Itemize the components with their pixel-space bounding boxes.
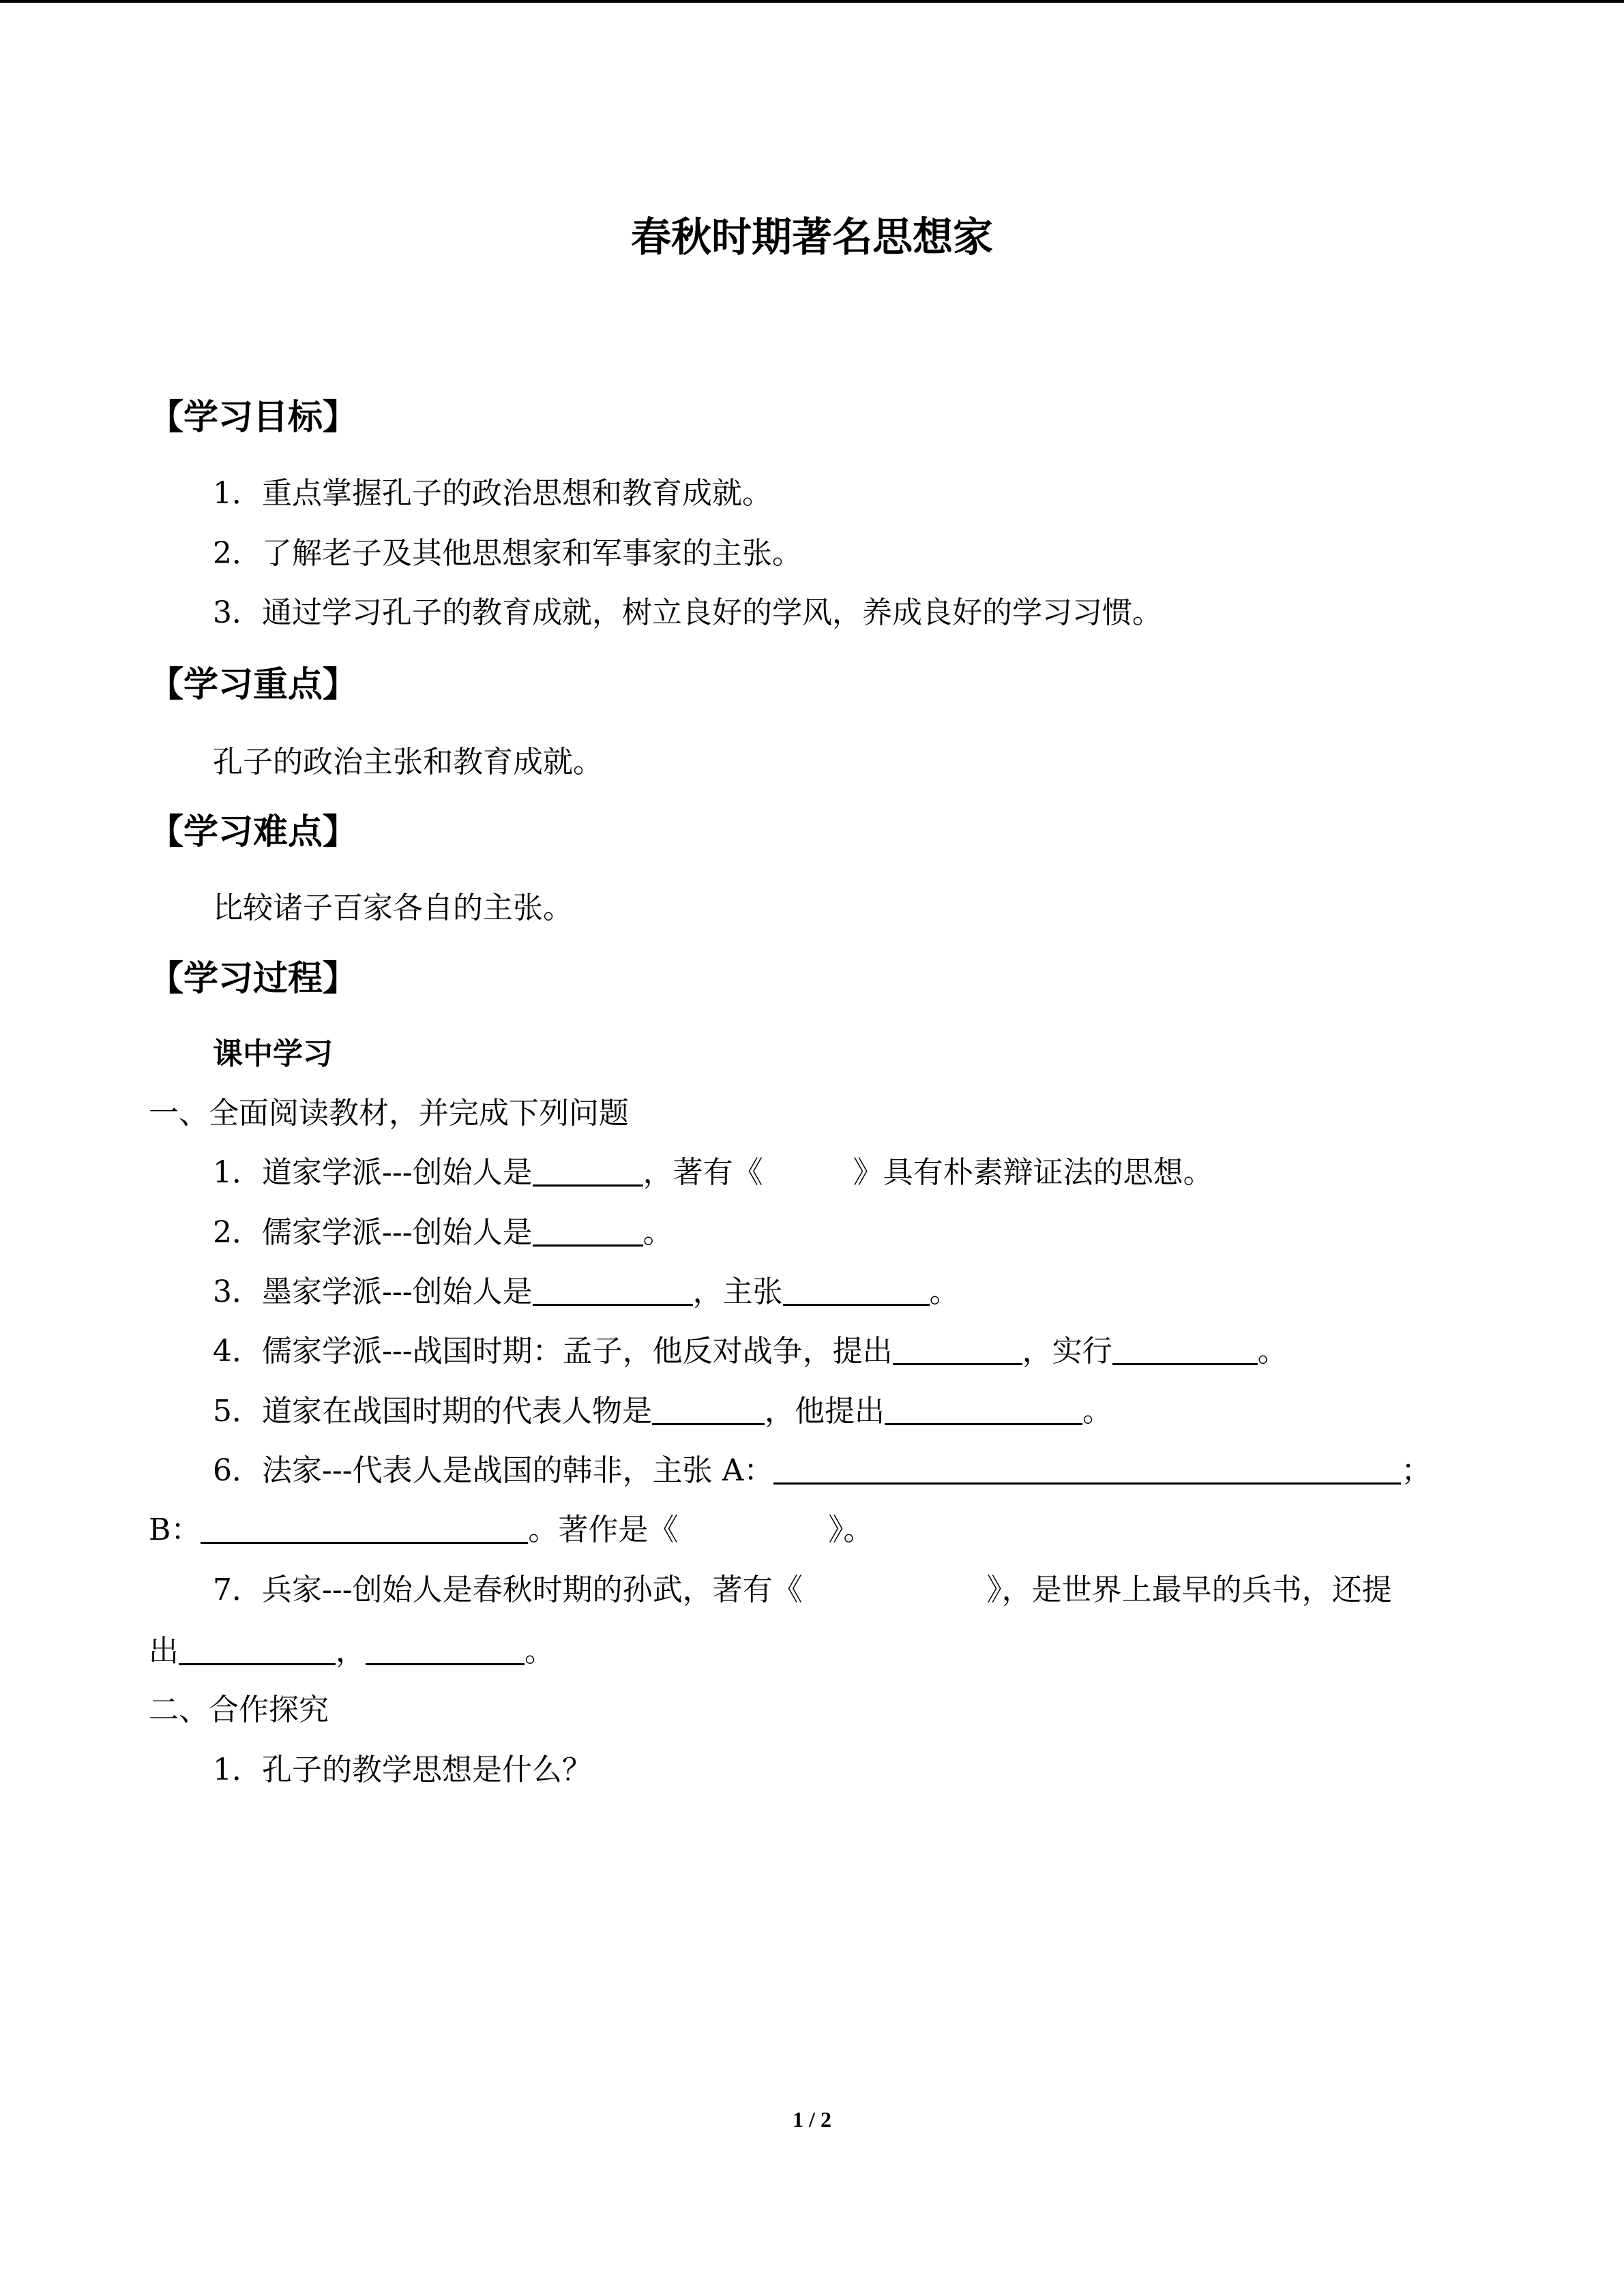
- answer-blank[interactable]: [533, 1217, 643, 1247]
- section-heading-goals: 【学习目标】: [149, 398, 358, 438]
- question-3: 3．墨家学派---创始人是 ，主张 。: [213, 1274, 960, 1309]
- question-7: 7．兵家---创始人是春秋时期的孙武，著有《 》，是世界上最早的兵书，还提: [213, 1572, 1392, 1607]
- question-6: 6．法家---代表人是战国的韩非，主张 A： ；: [213, 1453, 1432, 1488]
- question-1: 1．道家学派---创始人是 ，著有《 》具有朴素辩证法的思想。: [213, 1155, 1213, 1190]
- goal-item-3: 3．通过学习孔子的教育成就，树立良好的学风，养成良好的学习习惯。: [213, 595, 1162, 630]
- key-text: 孔子的政治主张和教育成就。: [213, 745, 603, 779]
- subheading-in-class: 课中学习: [213, 1037, 333, 1071]
- question-6-continued: B： 。著作是《 》。: [149, 1512, 874, 1547]
- section-heading-process: 【学习过程】: [149, 959, 358, 999]
- part2-title: 二、合作探究: [149, 1693, 329, 1727]
- answer-blank[interactable]: [773, 1455, 1401, 1485]
- top-border: [0, 0, 1624, 3]
- section-heading-difficulty: 【学习难点】: [149, 812, 358, 852]
- answer-blank[interactable]: [533, 1277, 693, 1306]
- answer-blank[interactable]: [1112, 1336, 1258, 1365]
- question-4: 4．儒家学派---战国时期：孟子，他反对战争，提出 ，实行 。: [213, 1334, 1288, 1369]
- page-title: 春秋时期著名思想家: [630, 213, 993, 260]
- question-2: 2．儒家学派---创始人是 。: [213, 1215, 673, 1250]
- section-heading-key: 【学习重点】: [149, 665, 358, 705]
- answer-blank[interactable]: [533, 1157, 643, 1187]
- question-7-continued: 出 ， 。: [149, 1634, 555, 1669]
- answer-blank[interactable]: [179, 1636, 336, 1665]
- answer-blank[interactable]: [201, 1515, 528, 1544]
- page-number: 1 / 2: [793, 2107, 831, 2132]
- part2-question-1: 1．孔子的教学思想是什么？: [213, 1753, 592, 1787]
- difficulty-text: 比较诸子百家各自的主张。: [213, 891, 573, 925]
- answer-blank[interactable]: [885, 1396, 1082, 1425]
- goal-item-2: 2．了解老子及其他思想家和军事家的主张。: [213, 536, 802, 571]
- answer-blank[interactable]: [652, 1396, 765, 1425]
- part1-title: 一、全面阅读教材，并完成下列问题: [149, 1096, 629, 1131]
- question-5: 5．道家在战国时期的代表人物是 ，他提出 。: [213, 1394, 1112, 1429]
- answer-blank[interactable]: [893, 1336, 1022, 1365]
- answer-blank[interactable]: [366, 1636, 525, 1665]
- goal-item-1: 1．重点掌握孔子的政治思想和教育成就。: [213, 476, 772, 511]
- answer-blank[interactable]: [783, 1277, 930, 1306]
